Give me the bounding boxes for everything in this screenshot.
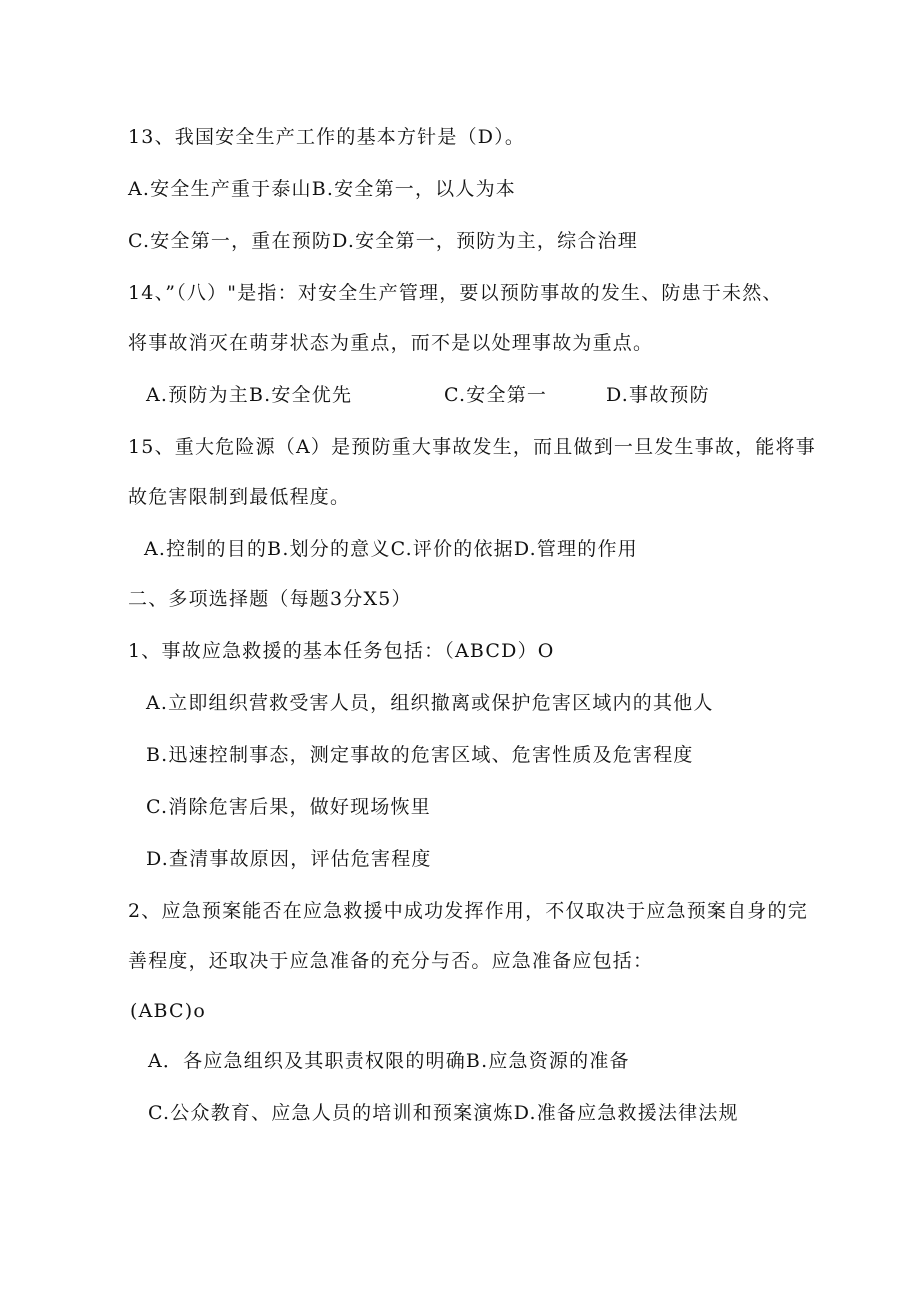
- q14-stem-line2: 将事故消灭在萌芽状态为重点，而不是以处理事故为重点。: [128, 332, 654, 354]
- section2-heading: 二、多项选择题（每题3分X5）: [128, 588, 412, 610]
- q14-stem-line1: 14、”（八）"是指：对安全生产管理，要以预防事故的发生、防患于未然、: [128, 282, 783, 304]
- q15-stem-line2: 故危害限制到最低程度。: [128, 486, 351, 508]
- s2-q1-option-d: D.查清事故原因，评估危害程度: [146, 848, 432, 870]
- q13-stem: 13、我国安全生产工作的基本方针是（D）。: [128, 126, 526, 148]
- s2-q1-option-c: C.消除危害后果，做好现场恢里: [146, 796, 431, 818]
- s2-q2-options-line2: C.公众教育、应急人员的培训和预案演炼D.准备应急救援法律法规: [148, 1102, 739, 1124]
- s2-q2-answer: (ABC)o: [130, 1000, 207, 1022]
- s2-q2-stem-line1: 2、应急预案能否在应急救援中成功发挥作用，不仅取决于应急预案自身的完: [128, 900, 808, 922]
- s2-q2-options-line1: A．各应急组织及其职责权限的明确B.应急资源的准备: [148, 1050, 630, 1072]
- q14-option-ab: A.预防为主B.安全优先: [146, 384, 353, 406]
- s2-q2-stem-line2: 善程度，还取决于应急准备的充分与否。应急准备应包括：: [128, 950, 654, 972]
- q13-options-line1: A.安全生产重于泰山B.安全第一，以人为本: [128, 178, 516, 200]
- q13-options-line2: C.安全第一，重在预防D.安全第一，预防为主，综合治理: [128, 230, 638, 252]
- q15-options: A.控制的目的B.划分的意义C.评价的依据D.管理的作用: [144, 538, 638, 560]
- q14-option-d: D.事故预防: [606, 384, 710, 406]
- q15-stem-line1: 15、重大危险源（A）是预防重大事故发生，而且做到一旦发生事故，能将事: [128, 436, 816, 458]
- s2-q1-stem: 1、事故应急救援的基本任务包括：（ABCD）O: [128, 640, 555, 662]
- s2-q1-option-b: B.迅速控制事态，测定事故的危害区域、危害性质及危害程度: [146, 744, 694, 766]
- q14-option-c: C.安全第一: [444, 384, 548, 406]
- s2-q1-option-a: A.立即组织营救受害人员，组织撤离或保护危害区域内的其他人: [146, 692, 714, 714]
- q14-options-row: [0, 382, 920, 408]
